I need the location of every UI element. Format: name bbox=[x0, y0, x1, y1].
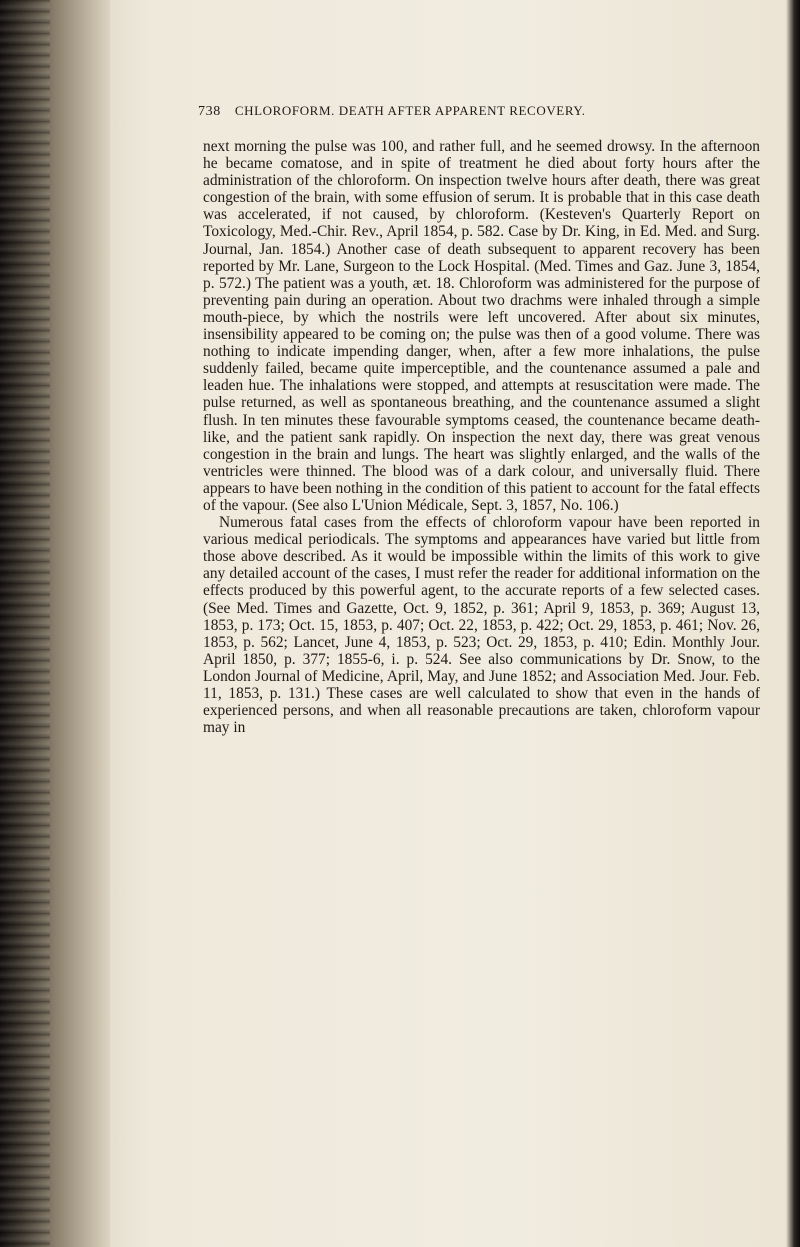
paragraph: next morning the pulse was 100, and rather full, and he seemed drowsy. In the afternoon he became comatose, and in spite of treatment he died about forty hours after the administration of the chloroform. On inspection twelve hours after death, there was great congestion of the brain, with some effusion of serum. It is probable that in this case death was accelerated, if not caused, by chloroform. (Kesteven's Quarterly Report on Toxicology, Med.-Chir. Rev., April 1854, p. 582. Case by Dr. King, in Ed. Med. and Surg. Journal, Jan. 1854.) Another case of death subsequent to apparent recovery has been reported by Mr. Lane, Surgeon to the Lock Hospital. (Med. Times and Gaz. June 3, 1854, p. 572.) The patient was a youth, æt. 18. Chloroform was administered for the purpose of preventing pain during an operation. About two drachms were inhaled through a simple mouth-piece, by which the nostrils were left uncovered. After about six minutes, insensibility appeared to be coming on; the pulse was then of a good volume. There was nothing to indicate impending danger, when, after a few more inhalations, the pulse suddenly failed, became quite imperceptible, and the countenance assumed a pale and leaden hue. The inhalations were stopped, and attempts at resuscitation were made. The pulse returned, as well as spontaneous breathing, and the countenance assumed a slight flush. In ten minutes these favourable symptoms ceased, the countenance became death-like, and the patient sank rapidly. On inspection the next day, there was great venous congestion in the brain and lungs. The heart was slightly enlarged, and the walls of the ventricles were thinned. The blood was of a dark colour, and universally fluid. There appears to have been nothing in the condition of this patient to account for the fatal effects of the vapour. (See also L'Union Médicale, Sept. 3, 1857, No. 106.) bbox=[203, 138, 760, 514]
page-number: 738 bbox=[198, 104, 221, 119]
running-header bbox=[198, 103, 758, 120]
page-edge-shadow bbox=[786, 0, 800, 1247]
binding-edge bbox=[0, 0, 50, 1247]
body-text bbox=[203, 138, 760, 736]
paragraph: Numerous fatal cases from the effects of chloroform vapour have been reported in various medical periodicals. The symptoms and appearances have varied but little from those above described. As it would be impossible within the limits of this work to give any detailed account of the cases, I must refer the reader for additional information on the effects produced by this powerful agent, to the accurate reports of a few selected cases. (See Med. Times and Gazette, Oct. 9, 1852, p. 361; April 9, 1853, p. 369; August 13, 1853, p. 173; Oct. 15, 1853, p. 407; Oct. 22, 1853, p. 422; Oct. 29, 1853, p. 461; Nov. 26, 1853, p. 562; Lancet, June 4, 1853, p. 523; Oct. 29, 1853, p. 410; Edin. Monthly Jour. April 1850, p. 377; 1855-6, i. p. 524. See also communications by Dr. Snow, to the London Journal of Medicine, April, May, and June 1852; and Association Med. Jour. Feb. 11, 1853, p. 131.) These cases are well calculated to show that even in the hands of experienced persons, and when all reasonable precautions are taken, chloroform vapour may in bbox=[203, 514, 760, 737]
running-title: CHLOROFORM. DEATH AFTER APPARENT RECOVERY. bbox=[234, 103, 586, 118]
